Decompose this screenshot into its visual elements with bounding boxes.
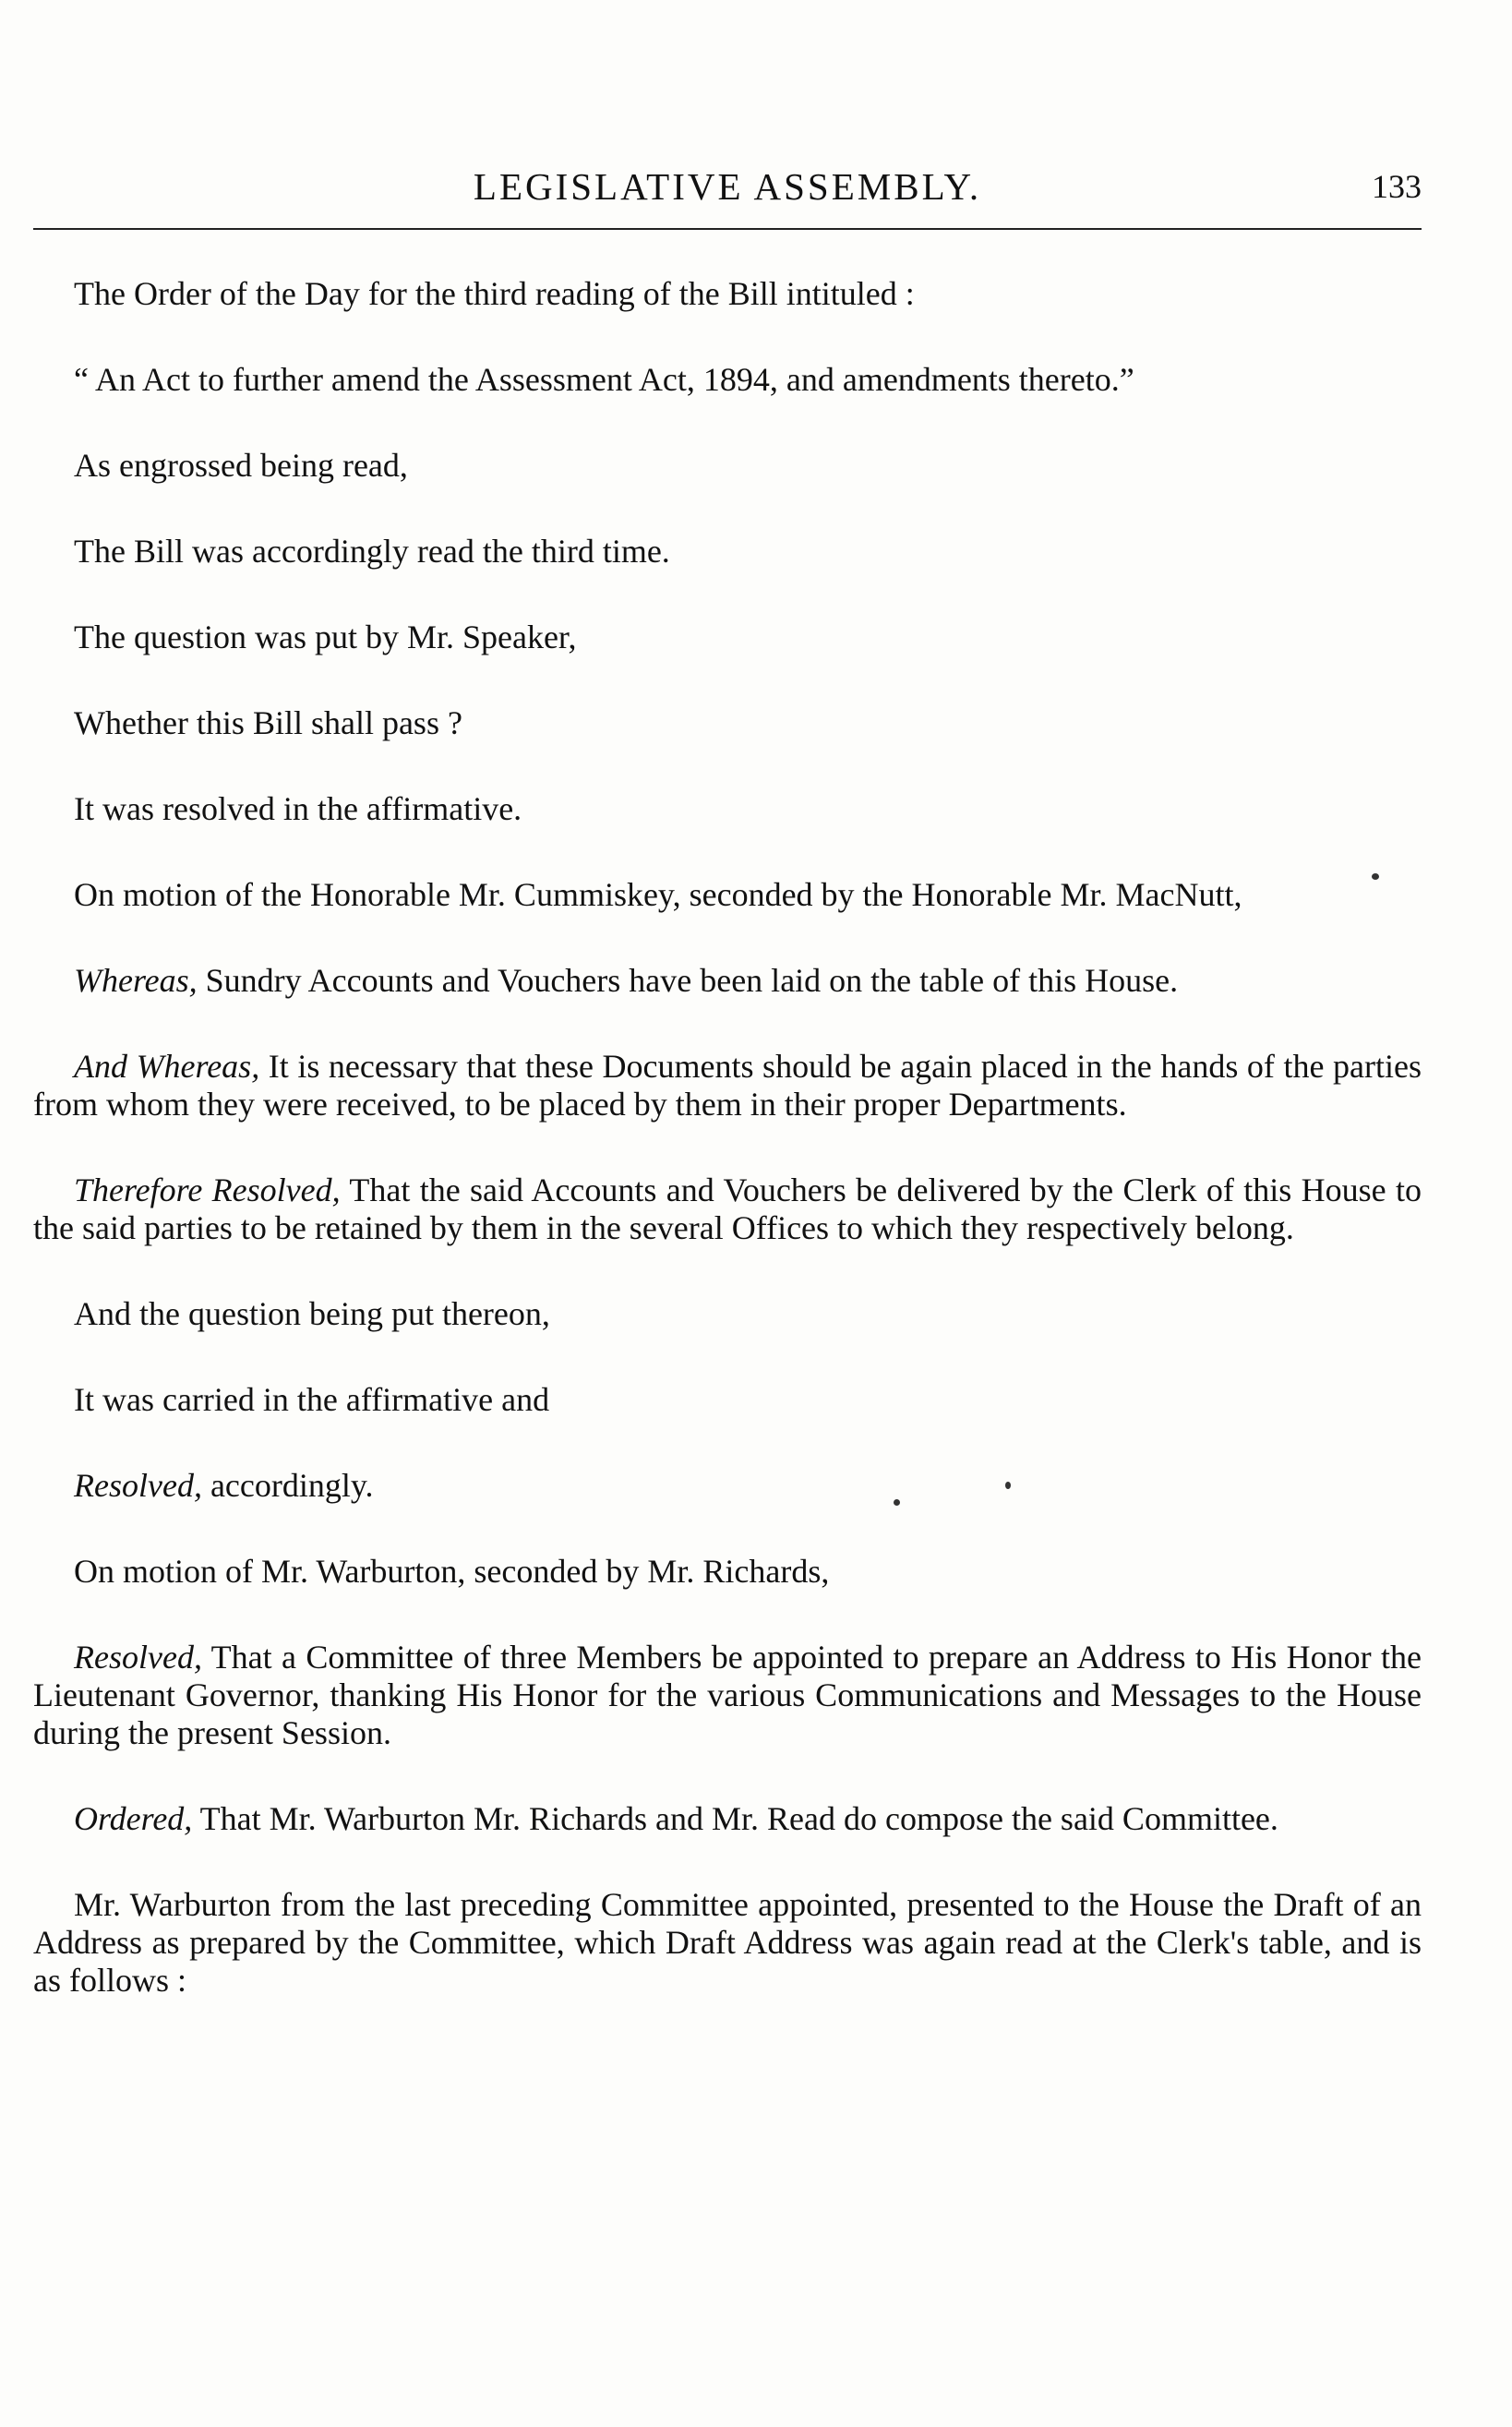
paragraph-question-thereon: And the question being put thereon, [74, 1295, 550, 1332]
paragraph-and-whereas: And Whereas, It is necessary that these Documents should be again placed in the hands of the parties from whom they were received, to be placed by them in their proper Departments. [33, 1048, 1422, 1123]
paragraph-whereas: Whereas, Sundry Accounts and Vouchers have been laid on the table of this House. [74, 962, 1179, 999]
page-header [33, 159, 1422, 214]
paragraph-question-put: The question was put by Mr. Speaker, [74, 619, 577, 655]
page-number: 133 [1372, 168, 1422, 205]
paragraph-motion-warburton: On motion of Mr. Warburton, seconded by Mr. Richards, [74, 1553, 830, 1590]
paragraph-motion-cummiskey: On motion of the Honorable Mr. Cummiskey, seconded by the Honorable Mr. MacNutt, [74, 876, 1242, 913]
ink-speck [894, 1499, 900, 1506]
paragraph-third-reading: The Bill was accordingly read the third time. [74, 533, 670, 570]
header-rule [33, 228, 1422, 230]
paragraph-ordered-committee: Ordered, That Mr. Warburton Mr. Richards and Mr. Read do compose the said Committee. [74, 1800, 1278, 1837]
paragraph-resolved-accordingly: Resolved, accordingly. [74, 1467, 374, 1504]
ink-speck [1372, 873, 1379, 880]
paragraph-resolved-committee: Resolved, That a Committee of three Members be appointed to prepare an Address to His Honor the Lieutenant Governor, thanking His Honor for the various Communications and Messages to the House during the present Session. [33, 1639, 1422, 1751]
paragraph-therefore-resolved: Therefore Resolved, That the said Accounts and Vouchers be delivered by the Clerk of this House to the said parties to be retained by them in the several Offices to which they respectively belong. [33, 1171, 1422, 1246]
ink-speck [1005, 1482, 1011, 1489]
document-body [33, 275, 1422, 2048]
paragraph-whether-pass: Whether this Bill shall pass ? [74, 704, 462, 741]
paragraph-engrossed: As engrossed being read, [74, 447, 408, 484]
paragraph-bill-title: “ An Act to further amend the Assessment Act, 1894, and amendments thereto.” [74, 361, 1134, 398]
paragraph-order-of-day: The Order of the Day for the third reading of the Bill intituled : [74, 275, 915, 312]
paragraph-carried: It was carried in the affirmative and [74, 1381, 550, 1418]
paragraph-resolved-affirmative: It was resolved in the affirmative. [74, 790, 522, 827]
running-title: LEGISLATIVE ASSEMBLY. [473, 165, 982, 208]
paragraph-draft-address: Mr. Warburton from the last preceding Committee appointed, presented to the House the Draft of an Address as prepared by the Committee, which Draft Address was again read at the Clerk's table, and is as follows : [33, 1886, 1422, 1999]
